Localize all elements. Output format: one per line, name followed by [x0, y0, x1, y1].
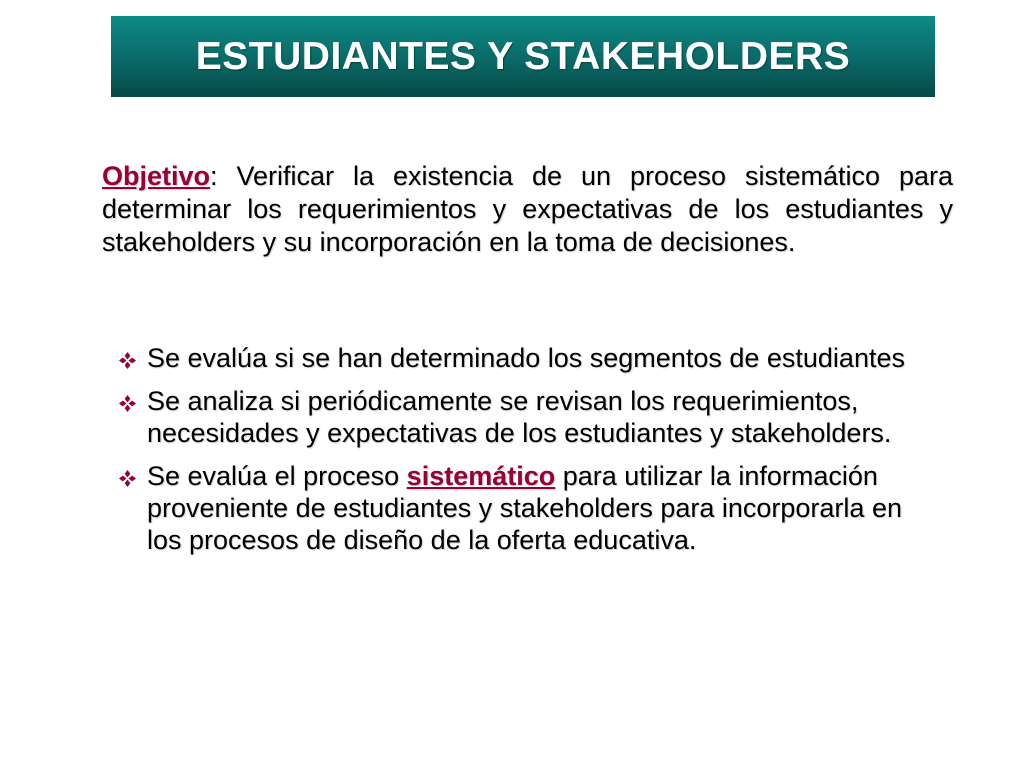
bullet-text-before: Se evalúa el proceso — [147, 461, 407, 491]
bullet-item — [118, 342, 938, 374]
bullet-item — [118, 460, 938, 556]
bullet-text-after: para utilizar la información proveniente de estudiantes y stakeholders para incorporarla en los procesos de diseño de la oferta educativa. — [147, 461, 902, 555]
objective-separator: : — [210, 161, 218, 191]
diamond-bullet-icon — [118, 469, 137, 488]
slide-title: ESTUDIANTES Y STAKEHOLDERS — [195, 34, 851, 78]
bullet-text: Se evalúa si se han determinado los segmentos de estudiantes — [147, 343, 905, 373]
emphasis-term: sistemático — [406, 461, 556, 491]
bullet-text: Se analiza si periódicamente se revisan los requerimientos, necesidades y expectativas de los estudiantes y stakeholders. — [147, 386, 892, 448]
diamond-bullet-icon — [118, 351, 137, 370]
objective-term: Objetivo — [102, 161, 211, 191]
objective-text: Verificar la existencia de un proceso sistemático para determinar los requerimientos y expectativas de los estudiantes y stakeholders y su incorporación en la toma de decisiones. — [102, 161, 953, 257]
diamond-bullet-icon — [118, 394, 137, 413]
objective-paragraph — [102, 160, 953, 259]
bullet-list — [118, 342, 938, 567]
bullet-item — [118, 385, 938, 449]
slide-title-banner — [111, 16, 935, 97]
